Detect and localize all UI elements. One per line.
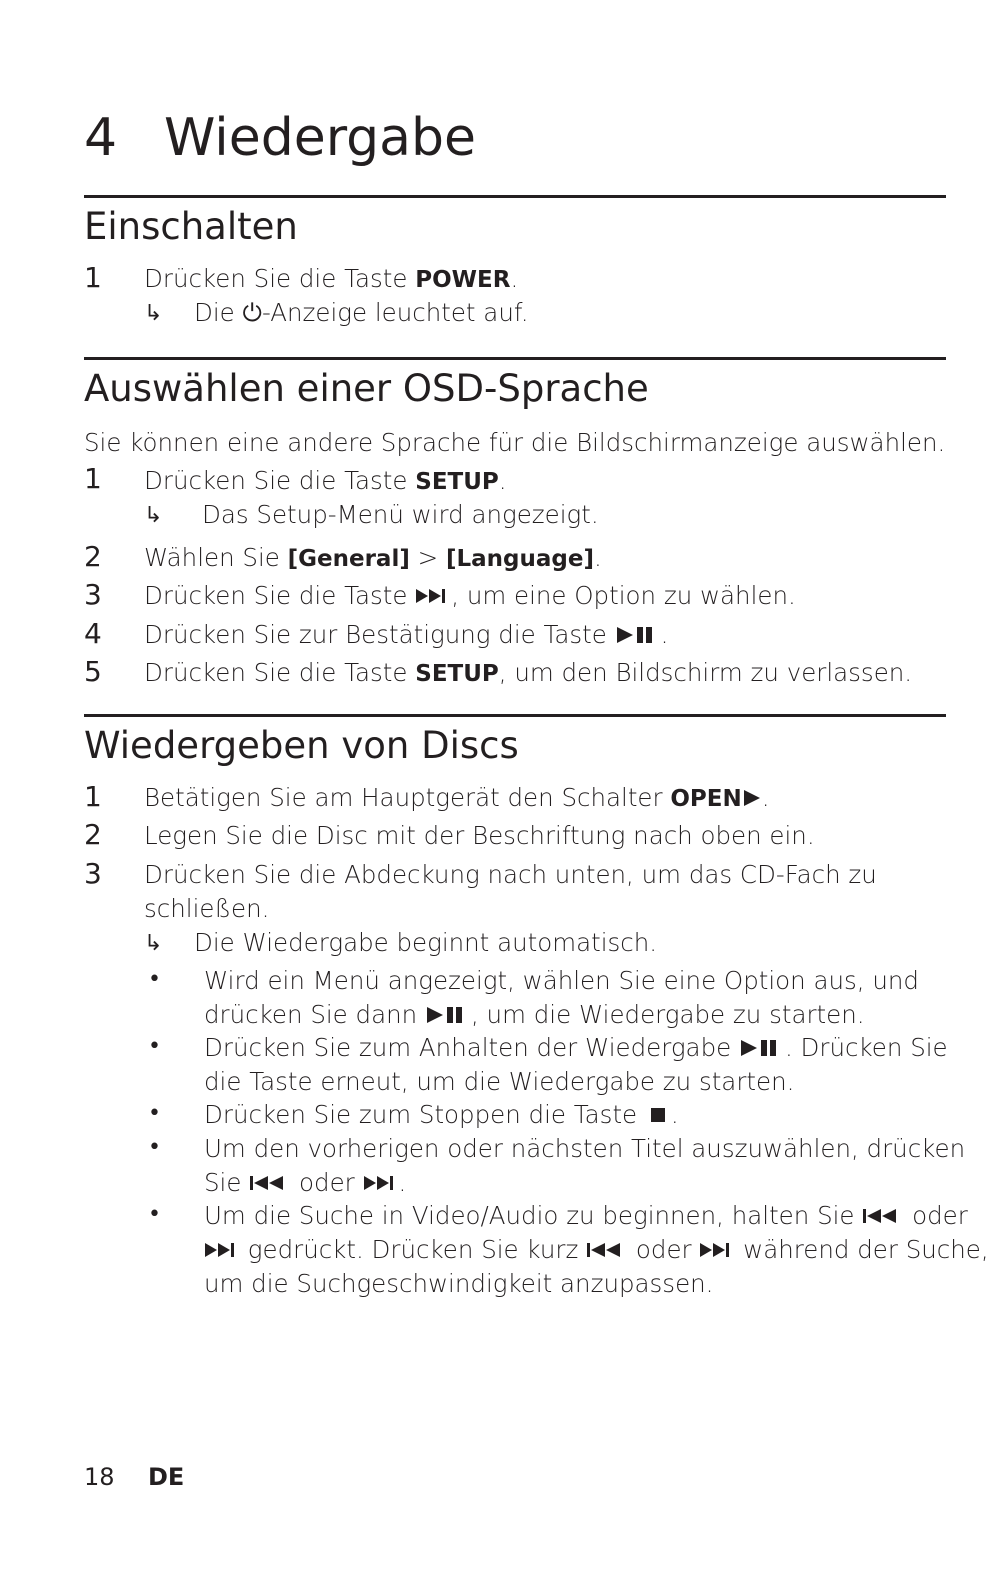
step-text: Drücken Sie die Taste SETUP, um den Bildschirm zu verlassen.	[144, 658, 913, 687]
step-number: 1	[84, 261, 102, 294]
result-text: Die ⏻-Anzeige leuchtet auf.	[194, 298, 529, 327]
next-icon	[415, 586, 451, 606]
menu-label: [Language]	[445, 546, 594, 572]
chapter-title	[84, 108, 477, 168]
bullet-text: Um die Suche in Video/Audio zu beginnen, halten Sie oder	[204, 1201, 968, 1230]
language-code: DE	[148, 1463, 185, 1491]
bullet-text: Drücken Sie zum Anhalten der Wiedergabe . Drücken Sie	[204, 1033, 948, 1062]
section-heading-play-discs: Wiedergeben von Discs	[84, 724, 519, 767]
stop-icon	[645, 1105, 671, 1125]
intro-text: Sie können eine andere Sprache für die Bildschirmanzeige auswählen.	[84, 428, 946, 457]
previous-icon	[862, 1206, 904, 1226]
bullet-mark: •	[148, 1135, 161, 1160]
key-label: OPEN	[670, 786, 742, 812]
page-number: 18	[84, 1463, 115, 1491]
bullet-text: Um den vorherigen oder nächsten Titel auszuwählen, drücken	[204, 1134, 966, 1163]
step-number: 3	[84, 857, 102, 890]
bullet-text: Drücken Sie zum Stoppen die Taste .	[204, 1100, 679, 1129]
step-number: 1	[84, 780, 102, 813]
step-number: 3	[84, 578, 102, 611]
play-pause-icon	[739, 1038, 785, 1058]
key-label: SETUP	[415, 661, 499, 687]
step-number: 5	[84, 655, 102, 688]
previous-icon	[249, 1173, 291, 1193]
play-pause-icon	[615, 625, 661, 645]
step-text: Drücken Sie die Taste SETUP.	[144, 466, 507, 495]
key-label: SETUP	[415, 469, 499, 495]
bullet-mark: •	[148, 967, 161, 992]
chapter-title-text: Wiedergabe	[164, 108, 477, 168]
result-text: Die Wiedergabe beginnt automatisch.	[194, 928, 658, 957]
bullet-text: drücken Sie dann , um die Wiedergabe zu starten.	[204, 1000, 865, 1029]
step-text-continued: schließen.	[144, 894, 270, 923]
bullet-text: Sie oder .	[204, 1168, 407, 1197]
step-text: Drücken Sie die Taste , um eine Option zu wählen.	[144, 581, 796, 610]
step-text: Wählen Sie [General] > [Language].	[144, 543, 602, 572]
menu-label: [General]	[287, 546, 410, 572]
result-arrow-icon: ↳	[144, 301, 163, 326]
section-heading-einschalten: Einschalten	[84, 205, 298, 248]
bullet-mark: •	[148, 1101, 161, 1126]
next-icon	[363, 1173, 399, 1193]
next-icon	[699, 1240, 735, 1260]
step-text: Drücken Sie die Abdeckung nach unten, um das CD-Fach zu	[144, 860, 877, 889]
step-number: 4	[84, 617, 102, 650]
section-divider	[84, 195, 946, 198]
chapter-number: 4	[84, 108, 118, 168]
bullet-text: die Taste erneut, um die Wiedergabe zu starten.	[204, 1067, 795, 1096]
bullet-mark: •	[148, 1202, 161, 1227]
step-text: Betätigen Sie am Hauptgerät den Schalter OPEN .	[144, 783, 770, 812]
section-divider	[84, 714, 946, 717]
previous-icon	[586, 1240, 628, 1260]
step-text: Legen Sie die Disc mit der Beschriftung nach oben ein.	[144, 821, 815, 850]
result-arrow-icon: ↳	[144, 931, 163, 956]
bullet-mark: •	[148, 1034, 161, 1059]
key-label: POWER	[415, 267, 511, 293]
play-pause-icon	[425, 1005, 471, 1025]
bullet-text: um die Suchgeschwindigkeit anzupassen.	[204, 1269, 714, 1298]
step-number: 1	[84, 462, 102, 495]
step-text: Drücken Sie zur Bestätigung die Taste .	[144, 620, 669, 649]
bullet-text: Wird ein Menü angezeigt, wählen Sie eine Option aus, und	[204, 966, 919, 995]
next-icon	[204, 1240, 240, 1260]
step-number: 2	[84, 540, 102, 573]
section-divider	[84, 357, 946, 360]
section-heading-osd-language: Auswählen einer OSD-Sprache	[84, 367, 649, 410]
eject-arrow-icon	[742, 788, 762, 808]
result-arrow-icon: ↳	[144, 503, 163, 528]
standby-icon: ⏻	[242, 298, 262, 327]
step-text: Drücken Sie die Taste POWER.	[144, 264, 519, 293]
bullet-text: gedrückt. Drücken Sie kurz oder während der Suche,	[204, 1238, 989, 1263]
step-number: 2	[84, 818, 102, 851]
result-text: Das Setup-Menü wird angezeigt.	[202, 500, 599, 529]
